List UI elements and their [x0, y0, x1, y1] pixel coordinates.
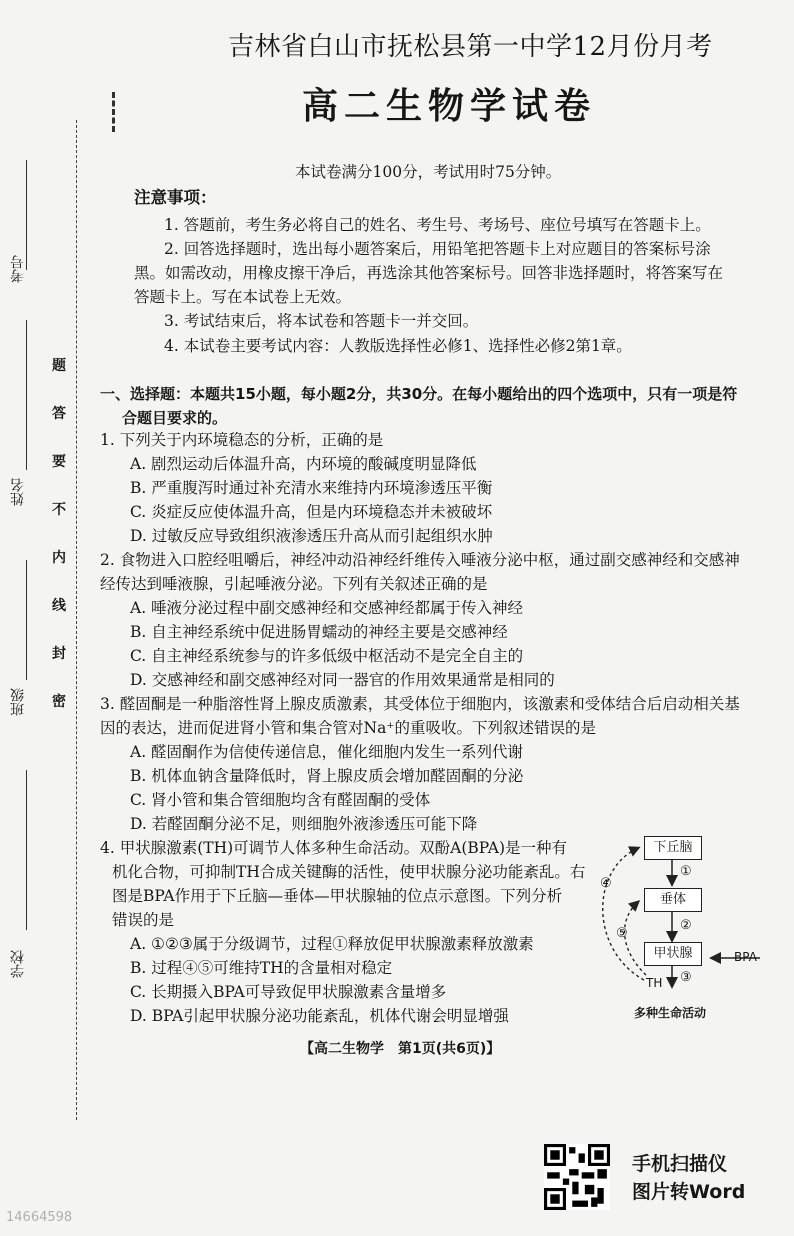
- option: B. 机体血钠含量降低时，肾上腺皮质会增加醛固酮的分泌: [130, 767, 524, 785]
- step-5-label: ⑤: [616, 926, 628, 941]
- hypothalamus-box: 下丘脑: [644, 836, 702, 860]
- exam-no-label: 考号: [10, 255, 26, 283]
- th-label: TH: [646, 976, 663, 990]
- notice-item: 黑。如需改动，用橡皮擦干净后，再选涂其他答案标号。回答非选择题时，将答案写在: [134, 264, 724, 282]
- question-stem: 因的表达，进而促进肾小管和集合管对Na⁺的重吸收。下列叙述错误的是: [100, 719, 596, 737]
- step-4-label: ④: [600, 876, 612, 891]
- option: A. ①②③属于分级调节，过程①释放促甲状腺激素释放激素: [130, 935, 534, 953]
- question-stem: 4. 甲状腺激素(TH)可调节人体多种生命活动。双酚A(BPA)是一种有: [100, 839, 568, 857]
- class-label: 班级: [10, 688, 26, 716]
- section-heading-cont: 合题目要求的。: [122, 409, 228, 427]
- question-stem: 机化合物，可抑制TH合成关键酶的活性，使甲状腺分泌功能紊乱。右: [112, 863, 586, 881]
- section-heading: 一、选择题：本题共15小题，每小题2分，共30分。在每小题给出的四个选项中，只有一项是符: [100, 385, 738, 403]
- exam-no-blank: [26, 160, 27, 270]
- thyroid-box: 甲状腺: [644, 942, 702, 966]
- scanner-caption: [632, 1150, 745, 1206]
- question-stem: 错误的是: [112, 911, 175, 929]
- question-stem: 3. 醛固酮是一种脂溶性肾上腺皮质激素，其受体位于细胞内，该激素和受体结合后启动相关基: [100, 695, 740, 713]
- step-2-label: ②: [680, 918, 692, 933]
- school-label: 学校: [10, 950, 26, 978]
- option: A. 剧烈运动后体温升高，内环境的酸碱度明显降低: [130, 455, 477, 473]
- question-stem: 2. 食物进入口腔经咀嚼后，神经冲动沿神经纤维传入唾液分泌中枢，通过副交感神经和交感神: [100, 551, 740, 569]
- option: C. 炎症反应使体温升高，但是内环境稳态并未被破坏: [130, 503, 493, 521]
- option: C. 长期摄入BPA可导致促甲状腺激素含量增多: [130, 983, 447, 1001]
- name-label: 姓名: [10, 478, 26, 506]
- question-stem: 图是BPA作用于下丘脑—垂体—甲状腺轴的位点示意图。下列分析: [112, 887, 563, 905]
- seal-char: 封: [52, 646, 66, 662]
- notice-item: 2. 回答选择题时，选出每小题答案后，用铅笔把答题卡上对应题目的答案标号涂: [164, 240, 711, 258]
- name-blank: [26, 320, 27, 470]
- pituitary-box: 垂体: [644, 888, 702, 912]
- class-blank: [26, 560, 27, 680]
- margin-marks: [112, 92, 127, 132]
- seal-char: 内: [52, 550, 66, 566]
- option: C. 自主神经系统参与的许多低级中枢活动不是完全自主的: [130, 647, 524, 665]
- question-stem: 经传达到唾液腺，引起唾液分泌。下列有关叙述正确的是: [100, 575, 488, 593]
- seal-char: 线: [52, 598, 66, 614]
- option: B. 自主神经系统中促进肠胃蠕动的神经主要是交感神经: [130, 623, 508, 641]
- step-3-label: ③: [680, 970, 692, 985]
- page-title: 高二生物学试卷: [302, 86, 597, 127]
- option: A. 醛固酮作为信使传递信息，催化细胞内发生一系列代谢: [130, 743, 524, 761]
- seal-char: 答: [52, 406, 66, 422]
- seal-line: [76, 120, 77, 1120]
- option: D. BPA引起甲状腺分泌功能紊乱，机体代谢会明显增强: [130, 1007, 509, 1025]
- seal-char: 题: [52, 358, 66, 374]
- seal-char: 密: [52, 694, 66, 710]
- hpt-axis-diagram: [600, 830, 780, 1030]
- notice-item: 答题卡上。写在本试卷上无效。: [134, 288, 352, 306]
- option: C. 肾小管和集合管细胞均含有醛固酮的受体: [130, 791, 431, 809]
- page-footer: 【高二生物学 第1页(共6页)】: [300, 1041, 501, 1057]
- notice-item: 1. 答题前，考生务必将自己的姓名、考生号、考场号、座位号填写在答题卡上。: [164, 216, 711, 234]
- school-blank: [26, 770, 27, 930]
- scanner-line-2: 图片转Word: [632, 1181, 746, 1203]
- scanner-line-1: 手机扫描仪: [632, 1153, 728, 1175]
- option: D. 若醛固酮分泌不足，则细胞外液渗透压可能下降: [130, 815, 478, 833]
- option: D. 交感神经和副交感神经对同一器官的作用效果通常是相同的: [130, 671, 555, 689]
- seal-char: 要: [52, 454, 66, 470]
- step-1-label: ①: [680, 864, 692, 879]
- option: B. 过程④⑤可维持TH的含量相对稳定: [130, 959, 393, 977]
- seal-char: 不: [52, 502, 66, 518]
- school-heading: 吉林省白山市抚松县第一中学12月份月考: [228, 32, 713, 62]
- option: B. 严重腹泻时通过补充清水来维持内环境渗透压平衡: [130, 479, 493, 497]
- question-stem: 1. 下列关于内环境稳态的分析，正确的是: [100, 431, 384, 449]
- activities-label: 多种生命活动: [634, 1006, 707, 1020]
- notice-item: 4. 本试卷主要考试内容：人教版选择性必修1、选择性必修2第1章。: [164, 337, 632, 355]
- notice-heading: 注意事项：: [134, 188, 217, 207]
- seal-warning: [52, 355, 66, 711]
- binding-strip: [0, 0, 80, 1125]
- notice-item: 3. 考试结束后，将本试卷和答题卡一并交回。: [164, 312, 479, 330]
- option: A. 唾液分泌过程中副交感神经和交感神经都属于传入神经: [130, 599, 524, 617]
- bpa-label: BPA: [734, 950, 757, 964]
- watermark-id: 14664598: [6, 1210, 73, 1225]
- qr-code-icon: [544, 1144, 610, 1210]
- option: D. 过敏反应导致组织液渗透压升高从而引起组织水肿: [130, 527, 493, 545]
- exam-meta: 本试卷满分100分，考试用时75分钟。: [295, 163, 562, 181]
